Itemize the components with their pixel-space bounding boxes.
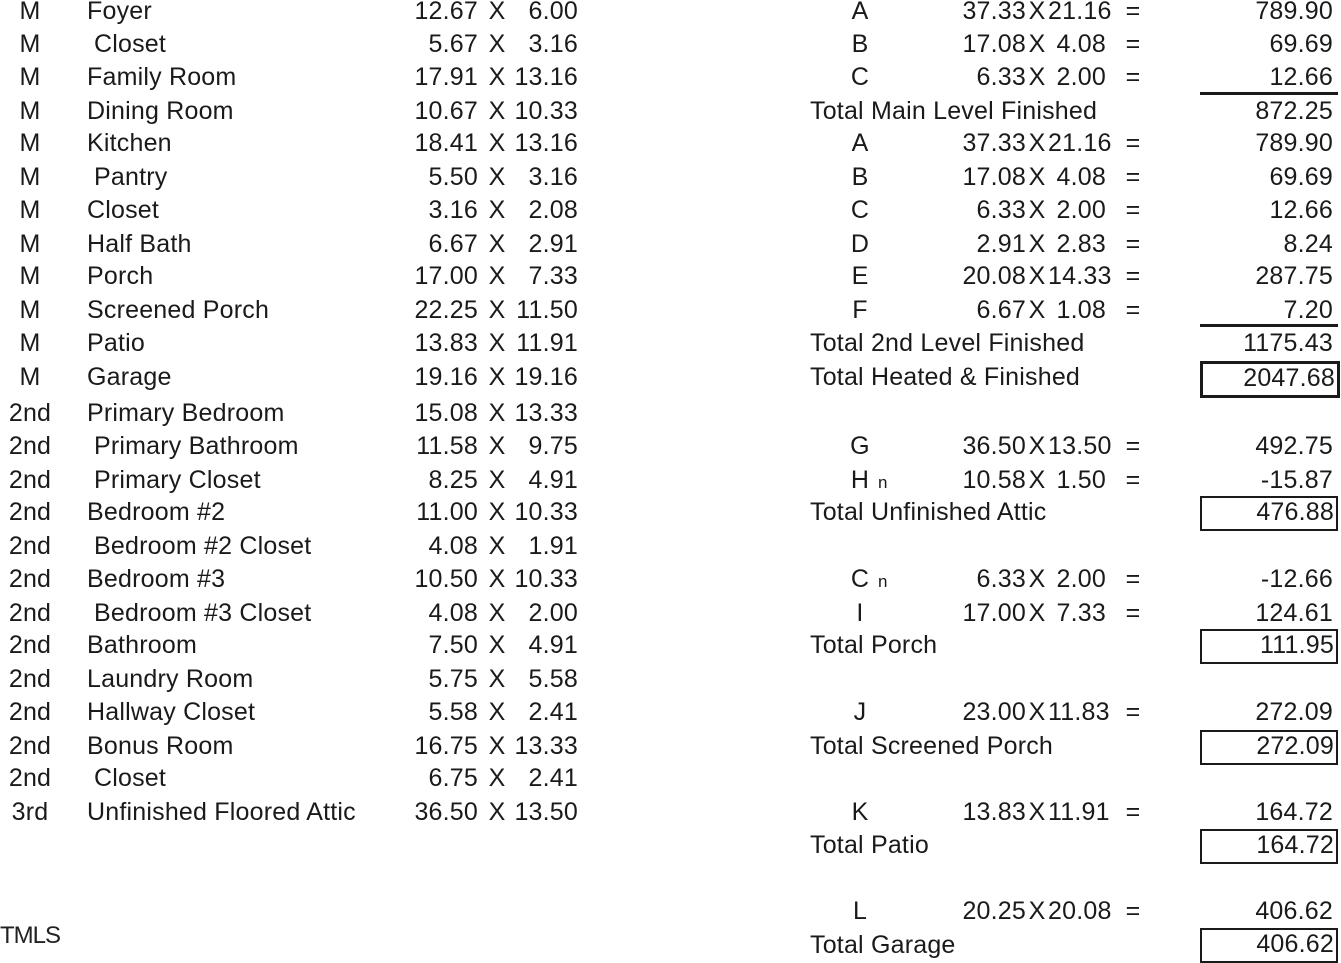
- calc-equals: =: [1125, 432, 1141, 460]
- calc-value: 789.90: [1255, 0, 1333, 25]
- room-level: M: [19, 97, 41, 125]
- negative-marker: n: [878, 572, 888, 591]
- total-label: Total 2nd Level Finished: [810, 329, 1085, 357]
- room-dim-times: X: [488, 0, 506, 25]
- room-name: Bedroom #3 Closet: [94, 599, 312, 627]
- room-dim-width: 7.33: [528, 262, 578, 290]
- calc-equals: =: [1125, 163, 1141, 191]
- room-dim-length: 5.75: [428, 665, 478, 693]
- calc-equals: =: [1125, 466, 1141, 494]
- room-name: Closet: [87, 196, 160, 224]
- room-name: Primary Closet: [94, 466, 261, 494]
- total-value: 2047.68: [1243, 364, 1335, 392]
- room-level: 2nd: [8, 599, 52, 627]
- room-name: Primary Bathroom: [94, 432, 299, 460]
- room-name: Half Bath: [87, 230, 192, 258]
- room-dim-times: X: [488, 665, 506, 693]
- calc-equals: =: [1125, 196, 1141, 224]
- room-level: M: [19, 329, 41, 357]
- room-name: Patio: [87, 329, 145, 357]
- calc-times: X: [1028, 432, 1046, 460]
- calc-times: X: [1028, 296, 1046, 324]
- room-dim-length: 17.91: [414, 63, 478, 91]
- room-dim-times: X: [488, 63, 506, 91]
- calc-value: 8.24: [1283, 230, 1333, 258]
- room-dim-times: X: [488, 30, 506, 58]
- calc-equals: =: [1125, 0, 1141, 25]
- room-dim-times: X: [488, 599, 506, 627]
- calc-length: 17.08: [962, 30, 1026, 58]
- calc-length: 2.91: [976, 230, 1026, 258]
- room-level: M: [19, 129, 41, 157]
- total-box: [1200, 829, 1338, 864]
- room-dim-times: X: [488, 698, 506, 726]
- total-value: 476.88: [1256, 498, 1334, 526]
- calc-equals: =: [1125, 897, 1141, 925]
- room-dim-length: 22.25: [414, 296, 478, 324]
- room-name: Kitchen: [87, 129, 172, 157]
- room-dim-width: 2.41: [528, 698, 578, 726]
- total-box: [1200, 629, 1338, 664]
- room-dim-length: 11.58: [416, 432, 478, 460]
- room-dim-length: 3.16: [428, 196, 478, 224]
- calc-times: X: [1028, 262, 1046, 290]
- room-level: M: [19, 230, 41, 258]
- room-dim-length: 5.58: [428, 698, 478, 726]
- calc-label: I: [856, 599, 864, 627]
- total-box: [1200, 496, 1338, 531]
- calc-times: X: [1028, 63, 1046, 91]
- room-dim-times: X: [488, 399, 506, 427]
- room-name: Bedroom #3: [87, 565, 226, 593]
- calc-label: H: [850, 466, 870, 494]
- room-dim-times: X: [488, 196, 506, 224]
- room-dim-length: 15.08: [414, 399, 478, 427]
- calc-times: X: [1028, 466, 1046, 494]
- room-dim-times: X: [488, 565, 506, 593]
- room-level: M: [19, 363, 41, 391]
- calc-times: X: [1028, 599, 1046, 627]
- room-dim-length: 17.00: [414, 262, 478, 290]
- total-value: 272.09: [1256, 732, 1334, 760]
- room-dim-width: 10.33: [514, 565, 578, 593]
- calc-equals: =: [1125, 129, 1141, 157]
- room-dim-times: X: [488, 296, 506, 324]
- room-dim-width: 6.00: [528, 0, 578, 25]
- room-dim-times: X: [488, 97, 506, 125]
- room-name: Bedroom #2: [87, 498, 226, 526]
- room-dim-width: 4.91: [528, 466, 578, 494]
- calc-times: X: [1028, 196, 1046, 224]
- total-box: [1200, 928, 1338, 963]
- room-dim-times: X: [488, 732, 506, 760]
- calc-length: 20.25: [962, 897, 1026, 925]
- calc-equals: =: [1125, 599, 1141, 627]
- calc-length: 37.33: [962, 0, 1026, 25]
- room-dim-width: 2.41: [528, 764, 578, 792]
- room-dim-width: 13.33: [514, 732, 578, 760]
- calc-length: 6.33: [976, 63, 1026, 91]
- total-value: 111.95: [1260, 631, 1334, 659]
- calc-label: E: [851, 262, 869, 290]
- calc-width: 21.16: [1048, 0, 1112, 25]
- calc-equals: =: [1125, 296, 1141, 324]
- calc-value: -12.66: [1260, 565, 1333, 593]
- room-dim-width: 11.50: [516, 296, 578, 324]
- calc-label: G: [850, 432, 870, 460]
- calc-value: 69.69: [1269, 163, 1333, 191]
- room-dim-length: 13.83: [414, 329, 478, 357]
- sum-underline: [1200, 324, 1338, 327]
- room-name: Screened Porch: [87, 296, 270, 324]
- room-level: M: [19, 30, 41, 58]
- room-level: 2nd: [8, 665, 52, 693]
- calc-times: X: [1028, 798, 1046, 826]
- room-dim-times: X: [488, 764, 506, 792]
- room-level: M: [19, 0, 41, 25]
- calc-length: 17.08: [962, 163, 1026, 191]
- total-label: Total Screened Porch: [810, 732, 1054, 760]
- room-dim-width: 2.00: [528, 599, 578, 627]
- calc-width: 20.08: [1048, 897, 1112, 925]
- calc-width: 13.50: [1048, 432, 1112, 460]
- room-dim-length: 18.41: [414, 129, 478, 157]
- room-level: 2nd: [8, 498, 52, 526]
- calc-length: 6.67: [976, 296, 1026, 324]
- calc-label: C: [850, 196, 870, 224]
- calc-length: 13.83: [962, 798, 1026, 826]
- room-dim-times: X: [488, 262, 506, 290]
- calc-times: X: [1028, 0, 1046, 25]
- room-dim-width: 10.33: [514, 498, 578, 526]
- calc-equals: =: [1125, 698, 1141, 726]
- room-name: Closet: [94, 30, 167, 58]
- room-name: Pantry: [94, 163, 168, 191]
- total-value: 406.62: [1256, 930, 1334, 958]
- room-level: 2nd: [8, 698, 52, 726]
- calc-width: 2.00: [1056, 196, 1106, 224]
- calc-label: C: [850, 565, 870, 593]
- room-name: Porch: [87, 262, 154, 290]
- calc-width: 4.08: [1056, 30, 1106, 58]
- calc-length: 6.33: [976, 565, 1026, 593]
- room-dim-length: 10.50: [414, 565, 478, 593]
- calc-equals: =: [1125, 230, 1141, 258]
- calc-width: 11.83: [1048, 698, 1110, 726]
- calc-width: 21.16: [1048, 129, 1112, 157]
- calc-times: X: [1028, 897, 1046, 925]
- room-level: M: [19, 196, 41, 224]
- room-dim-times: X: [488, 363, 506, 391]
- calc-label: B: [851, 30, 869, 58]
- room-name: Dining Room: [87, 97, 234, 125]
- total-label: Total Garage: [810, 931, 956, 959]
- calc-length: 37.33: [962, 129, 1026, 157]
- calc-width: 14.33: [1048, 262, 1112, 290]
- room-dim-length: 36.50: [414, 798, 478, 826]
- calc-length: 20.08: [962, 262, 1026, 290]
- calc-value: 492.75: [1255, 432, 1333, 460]
- room-dim-width: 13.16: [514, 129, 578, 157]
- calc-label: B: [851, 163, 869, 191]
- room-dim-width: 4.91: [528, 631, 578, 659]
- room-level: 3rd: [11, 798, 49, 826]
- calc-value: 287.75: [1255, 262, 1333, 290]
- negative-marker: n: [878, 473, 888, 492]
- room-dim-width: 13.16: [514, 63, 578, 91]
- room-dim-length: 12.67: [414, 0, 478, 25]
- calc-value: 789.90: [1255, 129, 1333, 157]
- calc-value: 124.61: [1255, 599, 1333, 627]
- total-value: 1175.43: [1243, 329, 1333, 357]
- room-dim-width: 10.33: [514, 97, 578, 125]
- room-dim-times: X: [488, 163, 506, 191]
- room-dim-length: 6.67: [428, 230, 478, 258]
- total-box: [1200, 730, 1338, 765]
- room-level: M: [19, 63, 41, 91]
- room-level: 2nd: [8, 399, 52, 427]
- calc-width: 4.08: [1056, 163, 1106, 191]
- room-name: Hallway Closet: [87, 698, 256, 726]
- calc-equals: =: [1125, 262, 1141, 290]
- calc-times: X: [1028, 30, 1046, 58]
- room-name: Bedroom #2 Closet: [94, 532, 312, 560]
- room-dim-width: 3.16: [528, 30, 578, 58]
- total-label: Total Main Level Finished: [810, 97, 1098, 125]
- room-dim-width: 1.91: [528, 532, 578, 560]
- room-level: 2nd: [8, 432, 52, 460]
- calc-times: X: [1028, 129, 1046, 157]
- calc-width: 11.91: [1048, 798, 1110, 826]
- room-level: M: [19, 262, 41, 290]
- calc-equals: =: [1125, 565, 1141, 593]
- room-level: 2nd: [8, 532, 52, 560]
- room-dim-length: 5.50: [428, 163, 478, 191]
- total-label: Total Unfinished Attic: [810, 498, 1047, 526]
- room-dim-times: X: [488, 466, 506, 494]
- room-name: Garage: [87, 363, 172, 391]
- room-level: 2nd: [8, 466, 52, 494]
- calc-label: C: [850, 63, 870, 91]
- calc-label: A: [851, 129, 869, 157]
- calc-equals: =: [1125, 798, 1141, 826]
- calc-width: 7.33: [1056, 599, 1106, 627]
- calc-label: L: [852, 897, 868, 925]
- room-dim-length: 4.08: [428, 599, 478, 627]
- total-value: 872.25: [1255, 97, 1333, 125]
- calc-width: 2.00: [1056, 565, 1106, 593]
- calc-label: F: [852, 296, 868, 324]
- room-dim-length: 4.08: [428, 532, 478, 560]
- calc-times: X: [1028, 698, 1046, 726]
- room-name: Unfinished Floored Attic: [87, 798, 356, 826]
- room-level: 2nd: [8, 631, 52, 659]
- room-name: Laundry Room: [87, 665, 254, 693]
- calc-width: 1.08: [1056, 296, 1106, 324]
- room-level: M: [19, 296, 41, 324]
- calc-label: D: [850, 230, 870, 258]
- calc-length: 17.00: [962, 599, 1026, 627]
- room-dim-width: 2.91: [528, 230, 578, 258]
- room-dim-times: X: [488, 329, 506, 357]
- watermark-text: TMLS: [0, 922, 61, 949]
- room-dim-length: 8.25: [428, 466, 478, 494]
- room-dim-times: X: [488, 432, 506, 460]
- room-dim-length: 10.67: [414, 97, 478, 125]
- room-dim-length: 6.75: [428, 764, 478, 792]
- room-dim-length: 7.50: [428, 631, 478, 659]
- calc-times: X: [1028, 565, 1046, 593]
- room-dim-length: 11.00: [416, 498, 478, 526]
- room-name: Primary Bedroom: [87, 399, 285, 427]
- room-dim-width: 3.16: [528, 163, 578, 191]
- calc-times: X: [1028, 230, 1046, 258]
- calc-value: 12.66: [1269, 196, 1333, 224]
- room-dim-length: 5.67: [428, 30, 478, 58]
- room-name: Bonus Room: [87, 732, 234, 760]
- calc-length: 6.33: [976, 196, 1026, 224]
- room-dim-times: X: [488, 129, 506, 157]
- calc-value: -15.87: [1260, 466, 1333, 494]
- total-label: Total Heated & Finished: [810, 363, 1081, 391]
- calc-width: 1.50: [1056, 466, 1106, 494]
- calc-value: 164.72: [1255, 798, 1333, 826]
- room-dim-width: 19.16: [514, 363, 578, 391]
- room-dim-times: X: [488, 631, 506, 659]
- calc-value: 69.69: [1269, 30, 1333, 58]
- room-dim-times: X: [488, 498, 506, 526]
- calc-value: 12.66: [1269, 63, 1333, 91]
- calc-times: X: [1028, 163, 1046, 191]
- calc-label: A: [851, 0, 869, 25]
- room-dim-times: X: [488, 798, 506, 826]
- room-dim-length: 16.75: [414, 732, 478, 760]
- calc-length: 23.00: [962, 698, 1026, 726]
- room-level: M: [19, 163, 41, 191]
- room-dim-width: 13.50: [514, 798, 578, 826]
- room-dim-width: 5.58: [528, 665, 578, 693]
- calc-width: 2.83: [1056, 230, 1106, 258]
- room-dim-width: 9.75: [528, 432, 578, 460]
- calc-value: 406.62: [1255, 897, 1333, 925]
- room-name: Closet: [94, 764, 167, 792]
- calc-label: J: [853, 698, 867, 726]
- calc-value: 272.09: [1255, 698, 1333, 726]
- room-dim-width: 13.33: [514, 399, 578, 427]
- total-label: Total Porch: [810, 631, 938, 659]
- calc-length: 10.58: [962, 466, 1026, 494]
- calc-width: 2.00: [1056, 63, 1106, 91]
- room-dim-length: 19.16: [414, 363, 478, 391]
- total-label: Total Patio: [810, 831, 929, 859]
- room-dim-width: 2.08: [528, 196, 578, 224]
- room-level: 2nd: [8, 565, 52, 593]
- room-name: Bathroom: [87, 631, 197, 659]
- room-dim-times: X: [488, 532, 506, 560]
- room-name: Family Room: [87, 63, 237, 91]
- room-level: 2nd: [8, 764, 52, 792]
- total-box: [1200, 361, 1340, 398]
- calc-equals: =: [1125, 63, 1141, 91]
- calc-equals: =: [1125, 30, 1141, 58]
- calc-length: 36.50: [962, 432, 1026, 460]
- total-value: 164.72: [1256, 831, 1334, 859]
- calc-value: 7.20: [1283, 296, 1333, 324]
- room-level: 2nd: [8, 732, 52, 760]
- room-dim-width: 11.91: [516, 329, 578, 357]
- calc-label: K: [851, 798, 869, 826]
- room-dim-times: X: [488, 230, 506, 258]
- room-name: Foyer: [87, 0, 152, 25]
- sum-underline: [1200, 92, 1338, 95]
